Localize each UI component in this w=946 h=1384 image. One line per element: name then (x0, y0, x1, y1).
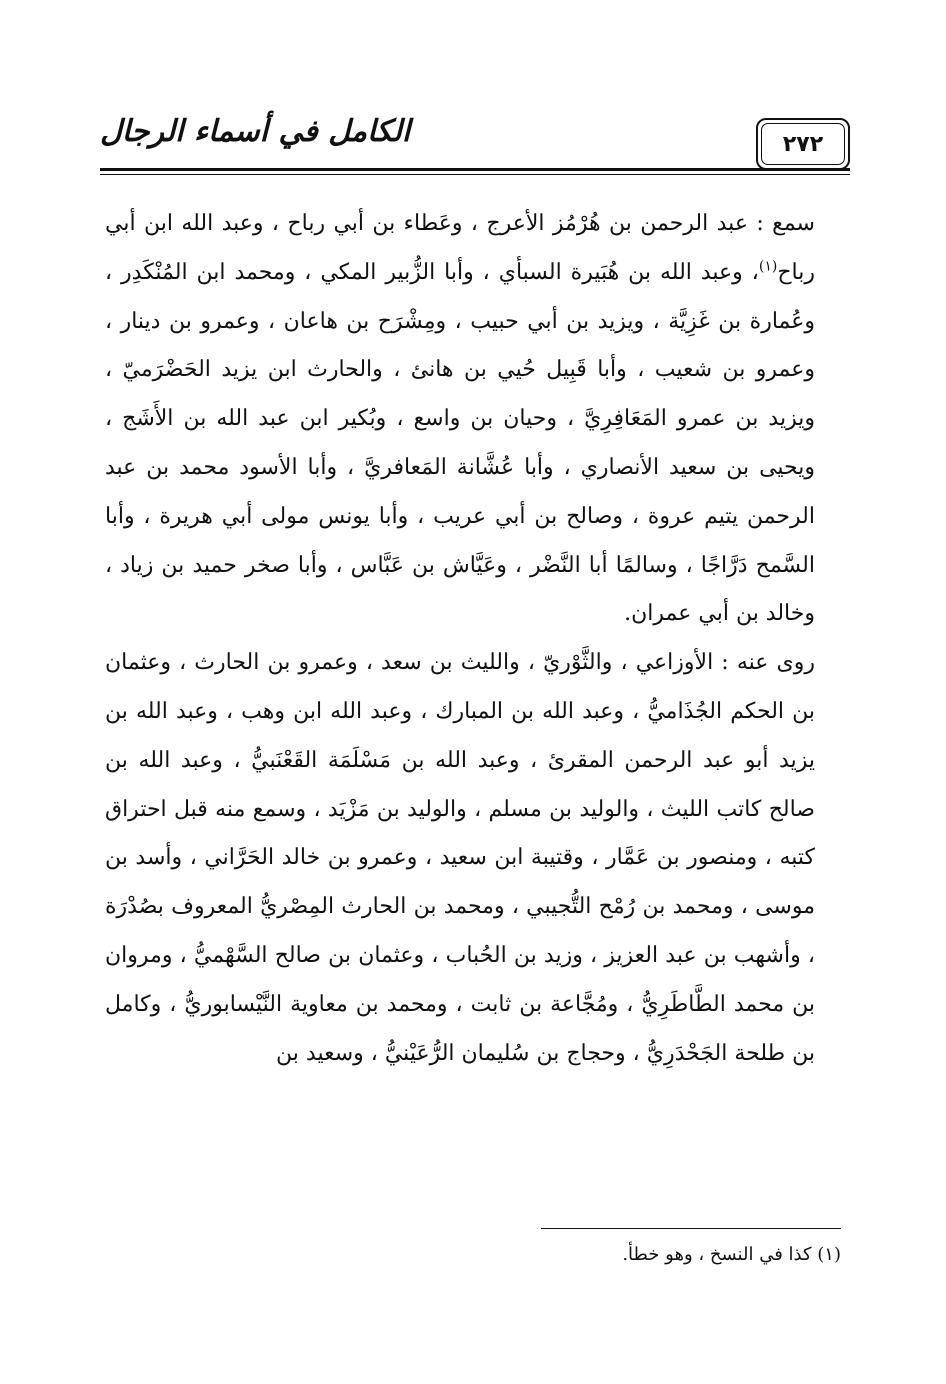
paragraph-teachers-start: سمع : عبد الرحمن بن هُرْمُز الأعرج ، وعَطاء بن أبي رباح ، وعبد الله ابن أبي رباح (105, 211, 815, 285)
main-text (105, 200, 840, 1078)
footnote-marker: (١) (758, 258, 778, 275)
header-rule (100, 168, 850, 171)
header-rule-thin (100, 174, 850, 175)
footnote-separator (541, 1228, 841, 1229)
paragraph-teachers-rest: ، وعبد الله بن هُبَيرة السبأي ، وأبا الزُّبير المكي ، ومحمد ابن المُنْكَدِر ، وعُمارة بن غَزِيَّة ، ويزيد بن أبي حبيب ، ومِشْرَح بن هاعان ، وعمرو بن دينار ، وعمرو بن شعيب ، وأبا قَبِيل حُيي بن هانئ ، والحارث ابن يزيد الحَضْرَميّ ، ويزيد بن عمرو المَعَافِرِيَّ ، وحيان بن واسع ، وبُكير ابن عبد الله بن الأَشَج ، ويحيى بن سعيد الأنصاري ، وأبا عُشَّانة المَعافريَّ ، وأبا الأسود محمد بن عبد الرحمن يتيم عروة ، وصالح بن أبي عريب ، وأبا يونس مولى أبي هريرة ، وأبا السَّمح دَرَّاجًا ، وسالمًا أبا النَّضْر ، وعَيَّاش بن عَبَّاس ، وأبا صخر حميد بن زياد ، وخالد بن أبي عمران. (105, 259, 815, 627)
page-number: ٢٧٢ (782, 131, 824, 157)
footnote: (١) كذا في النسخ ، وهو خطأ. (622, 1244, 841, 1265)
page-number-frame (756, 118, 850, 170)
paragraph-students: روى عنه : الأوزاعي ، والثَّوْريّ ، والليث بن سعد ، وعمرو بن الحارث ، وعثمان بن الحكم الجُذَاميُّ ، وعبد الله بن المبارك ، وعبد الله ابن وهب ، وعبد الله بن يزيد أبو عبد الرحمن المقرئ ، وعبد الله بن مَسْلَمَة القَعْنَبيُّ ، وعبد الله بن صالح كاتب الليث ، والوليد بن مسلم ، والوليد بن مَزْيَد ، وسمع منه قبل احتراق كتبه ، ومنصور بن عَمَّار ، وقتيبة ابن سعيد ، وعمرو بن خالد الحَرَّاني ، وأسد بن موسى ، ومحمد بن رُمْح التُّجيبي ، ومحمد بن الحارث المِصْريُّ المعروف بصُدْرَة ، وأشهب بن عبد العزيز ، وزيد بن الحُباب ، وعثمان بن صالح السَّهْميُّ ، ومروان بن محمد الطَّاطَرِيُّ ، ومُجَّاعة بن ثابت ، ومحمد بن معاوية النَّيْسابوريُّ ، وكامل بن طلحة الجَحْدَرِيُّ ، وحجاج بن سُليمان الرُّعَيْنيُّ ، وسعيد بن (105, 650, 815, 1066)
page-header (100, 112, 850, 192)
running-title: الكامل في أسماء الرجال (100, 114, 411, 149)
paragraph-teachers (105, 200, 840, 639)
